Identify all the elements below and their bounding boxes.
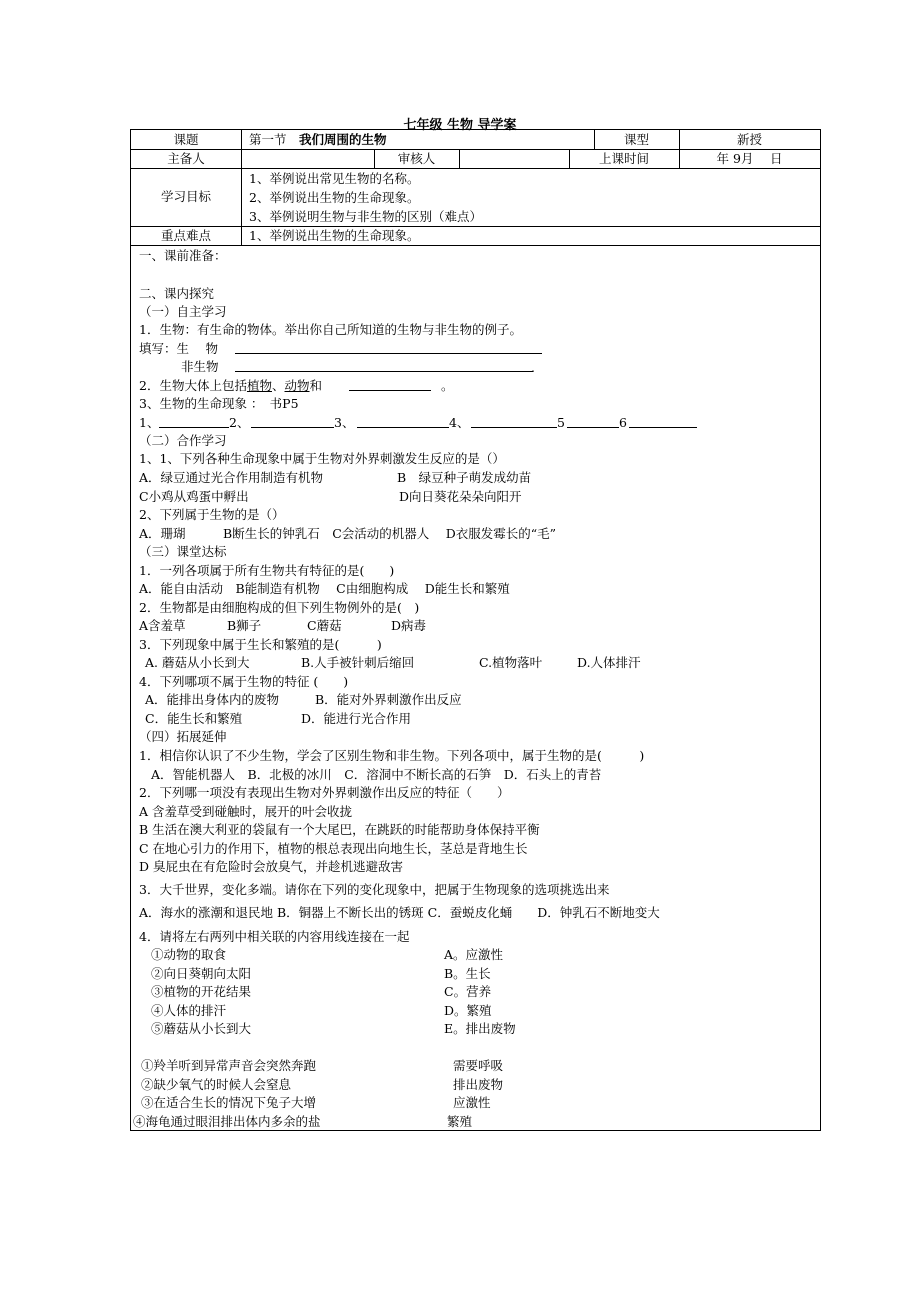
option-text: D病毒 bbox=[391, 618, 427, 633]
subsection-extension: （四）拓展延伸 bbox=[139, 729, 227, 744]
blank-label: 2、 bbox=[229, 415, 250, 430]
answer-blank[interactable] bbox=[357, 414, 449, 428]
time-value: 年 9月 日 bbox=[716, 151, 783, 166]
question-text bbox=[139, 377, 322, 395]
type-label: 课型 bbox=[623, 132, 649, 147]
option-text: A．绿豆通过光合作用制造有机物 bbox=[139, 470, 324, 485]
question-text: 3、生物的生命现象 ： 书P5 bbox=[139, 396, 299, 411]
section-prep: 一、课前准备： bbox=[139, 248, 227, 263]
answer-blank[interactable] bbox=[235, 340, 542, 354]
match-right-item: D。繁殖 bbox=[444, 1003, 492, 1018]
question-text: 1、1、下列各种生命现象中属于生物对外界刺激发生反应的是（） bbox=[139, 451, 505, 466]
blank-label: 4、 bbox=[449, 415, 470, 430]
subsection-self-study: （一）自主学习 bbox=[139, 304, 227, 319]
match-right-item: A。应激性 bbox=[444, 947, 504, 962]
match-left-item: ③植物的开花结果 bbox=[151, 984, 252, 999]
option-text: B狮子 bbox=[227, 618, 262, 633]
match-left-item: ⑤蘑菇从小长到大 bbox=[151, 1021, 252, 1036]
blank-label: 3、 bbox=[334, 415, 355, 430]
question-text: 1．生物：有生命的物体。举出你自己所知道的生物与非生物的例子。 bbox=[139, 322, 522, 337]
match-left-item: ②缺少氧气的时候人会窒息 bbox=[141, 1077, 292, 1092]
option-text: A．珊瑚 B断生长的钟乳石 C会活动的机器人 D衣服发霉长的“毛” bbox=[139, 526, 557, 541]
match-right-item: E。排出废物 bbox=[444, 1021, 516, 1036]
q2-mid: 和 bbox=[309, 378, 323, 393]
match-left-item: ①羚羊听到异常声音会突然奔跑 bbox=[141, 1058, 317, 1073]
option-text: C．能生长和繁殖 bbox=[145, 711, 243, 726]
subsection-cooperative: （二）合作学习 bbox=[139, 433, 227, 448]
goal-item: 2、举例说出生物的生命现象。 bbox=[249, 190, 420, 205]
match-left-item: ④海龟通过眼泪排出体内多余的盐 bbox=[133, 1114, 321, 1129]
answer-blank[interactable] bbox=[567, 414, 619, 428]
q2-prefix: 2．生物大体上包括 bbox=[139, 378, 247, 393]
time-label: 上课时间 bbox=[598, 151, 649, 166]
option-text: A．海水的涨潮和退民地 B．铜器上不断长出的锈斑 C．蚕蜕皮化蛹 D．钟乳石不断地变大 bbox=[139, 905, 660, 920]
match-right-item: B。生长 bbox=[444, 966, 491, 981]
question-text: 4．请将左右两列中相关联的内容用线连接在一起 bbox=[139, 929, 410, 944]
answer-blank[interactable] bbox=[251, 414, 334, 428]
answer-blank[interactable] bbox=[235, 358, 533, 372]
match-right-item: 繁殖 bbox=[447, 1114, 473, 1129]
answer-blank[interactable] bbox=[629, 414, 697, 428]
match-left-item: ②向日葵朝向太阳 bbox=[151, 966, 252, 981]
question-text: 3．下列现象中属于生长和繁殖的是( ) bbox=[139, 637, 382, 652]
option-text: A含羞草 bbox=[139, 618, 186, 633]
plant-term: 植物 bbox=[246, 378, 272, 393]
separator: 、 bbox=[271, 378, 285, 393]
option-text: A 含羞草受到碰触时，展开的叶会收拢 bbox=[139, 804, 353, 819]
answer-blank[interactable] bbox=[349, 377, 431, 391]
row-divider bbox=[131, 168, 820, 169]
row-divider bbox=[131, 149, 820, 150]
type-value: 新授 bbox=[736, 132, 762, 147]
option-text: A．能自由活动 B能制造有机物 C由细胞构成 D能生长和繁殖 bbox=[139, 581, 510, 596]
match-right-item: C。营养 bbox=[444, 984, 492, 999]
blank-label: 6 bbox=[619, 415, 627, 430]
option-text: B．能对外界刺激作出反应 bbox=[315, 692, 462, 707]
option-text: A．智能机器人 B．北极的冰川 C．溶洞中不断长高的石笋 D．石头上的青苔 bbox=[151, 767, 602, 782]
option-text: C.植物落叶 bbox=[479, 655, 543, 670]
row-divider bbox=[131, 226, 820, 227]
option-text: B 绿豆种子萌发成幼苗 bbox=[397, 470, 532, 485]
lesson-plan-table bbox=[130, 129, 821, 1131]
option-text: C 在地心引力的作用下，植物的根总表现出向地生长，茎总是背地生长 bbox=[139, 841, 528, 856]
section-inquiry: 二、课内探究 bbox=[139, 286, 215, 301]
key-value: 1、举例说出生物的生命现象。 bbox=[249, 228, 420, 243]
goal-item: 1、举例说出常见生物的名称。 bbox=[249, 171, 420, 186]
question-text: 1．相信你认识了不少生物，学会了区别生物和非生物。下列各项中，属于生物的是( ) bbox=[139, 748, 645, 763]
animal-term: 动物 bbox=[284, 378, 310, 393]
match-right-item: 应激性 bbox=[453, 1095, 491, 1110]
fill-row-nonliving: 非生物 bbox=[181, 359, 219, 374]
goal-item: 3、举例说明生物与非生物的区别（难点） bbox=[249, 209, 482, 224]
option-text: D向日葵花朵朵向阳开 bbox=[399, 489, 522, 504]
question-text: 2、下列属于生物的是（） bbox=[139, 507, 285, 522]
col-divider bbox=[241, 130, 242, 245]
topic-prefix: 第一节 bbox=[249, 132, 287, 147]
page-title: 七年级 生物 导学案 bbox=[403, 118, 517, 133]
fill-row-living bbox=[139, 340, 218, 358]
answer-blank[interactable] bbox=[471, 414, 557, 428]
reviewer-label: 审核人 bbox=[397, 151, 436, 166]
row-divider bbox=[131, 245, 820, 246]
goals-label: 学习目标 bbox=[160, 189, 211, 204]
question-text: 4．下列哪项不属于生物的特征 ( ) bbox=[139, 674, 349, 689]
option-text: C蘑菇 bbox=[307, 618, 342, 633]
option-text: A. 蘑菇从小长到大 bbox=[145, 655, 250, 670]
period-mark: . bbox=[531, 360, 535, 375]
q2-end: 。 bbox=[441, 378, 454, 393]
option-text: D.人体排汗 bbox=[577, 655, 641, 670]
answer-blank[interactable] bbox=[159, 414, 229, 428]
fill-label: 填写：生 物 bbox=[139, 341, 218, 356]
question-text: 1．一列各项属于所有生物共有特征的是( ) bbox=[139, 563, 395, 578]
question-text: 3．大千世界，变化多端。请你在下列的变化现象中，把属于生物现象的选项挑选出来 bbox=[139, 882, 610, 897]
subsection-classroom: （三）课堂达标 bbox=[139, 544, 227, 559]
preparer-label: 主备人 bbox=[167, 151, 205, 166]
match-right-item: 需要呼吸 bbox=[453, 1058, 504, 1073]
match-left-item: ④人体的排汗 bbox=[151, 1003, 227, 1018]
question-text: 2．生物都是由细胞构成的但下列生物例外的是( ) bbox=[139, 600, 420, 615]
blank-label: 1、 bbox=[139, 415, 160, 430]
key-label: 重点难点 bbox=[160, 228, 211, 243]
col-divider bbox=[459, 149, 460, 168]
match-left-item: ①动物的取食 bbox=[151, 947, 227, 962]
topic-name: 我们周围的生物 bbox=[299, 132, 387, 147]
option-text: B 生活在澳大利亚的袋鼠有一个大尾巴，在跳跃的时能帮助身体保持平衡 bbox=[139, 822, 540, 837]
match-right-item: 排出废物 bbox=[453, 1077, 504, 1092]
topic-value bbox=[249, 132, 387, 148]
option-text: A．能排出身体内的废物 bbox=[145, 692, 280, 707]
option-text: C小鸡从鸡蛋中孵出 bbox=[139, 489, 249, 504]
topic-label: 课题 bbox=[173, 132, 199, 147]
match-left-item: ③在适合生长的情况下兔子大增 bbox=[141, 1095, 317, 1110]
question-text: 2．下列哪一项没有表现出生物对外界刺激作出反应的特征（ ） bbox=[139, 785, 510, 800]
blank-label: 5 bbox=[557, 415, 565, 430]
option-text: B.人手被针刺后缩回 bbox=[301, 655, 415, 670]
option-text: D．能进行光合作用 bbox=[301, 711, 412, 726]
option-text: D 臭屁虫在有危险时会放臭气，并趁机逃避敌害 bbox=[139, 859, 403, 874]
